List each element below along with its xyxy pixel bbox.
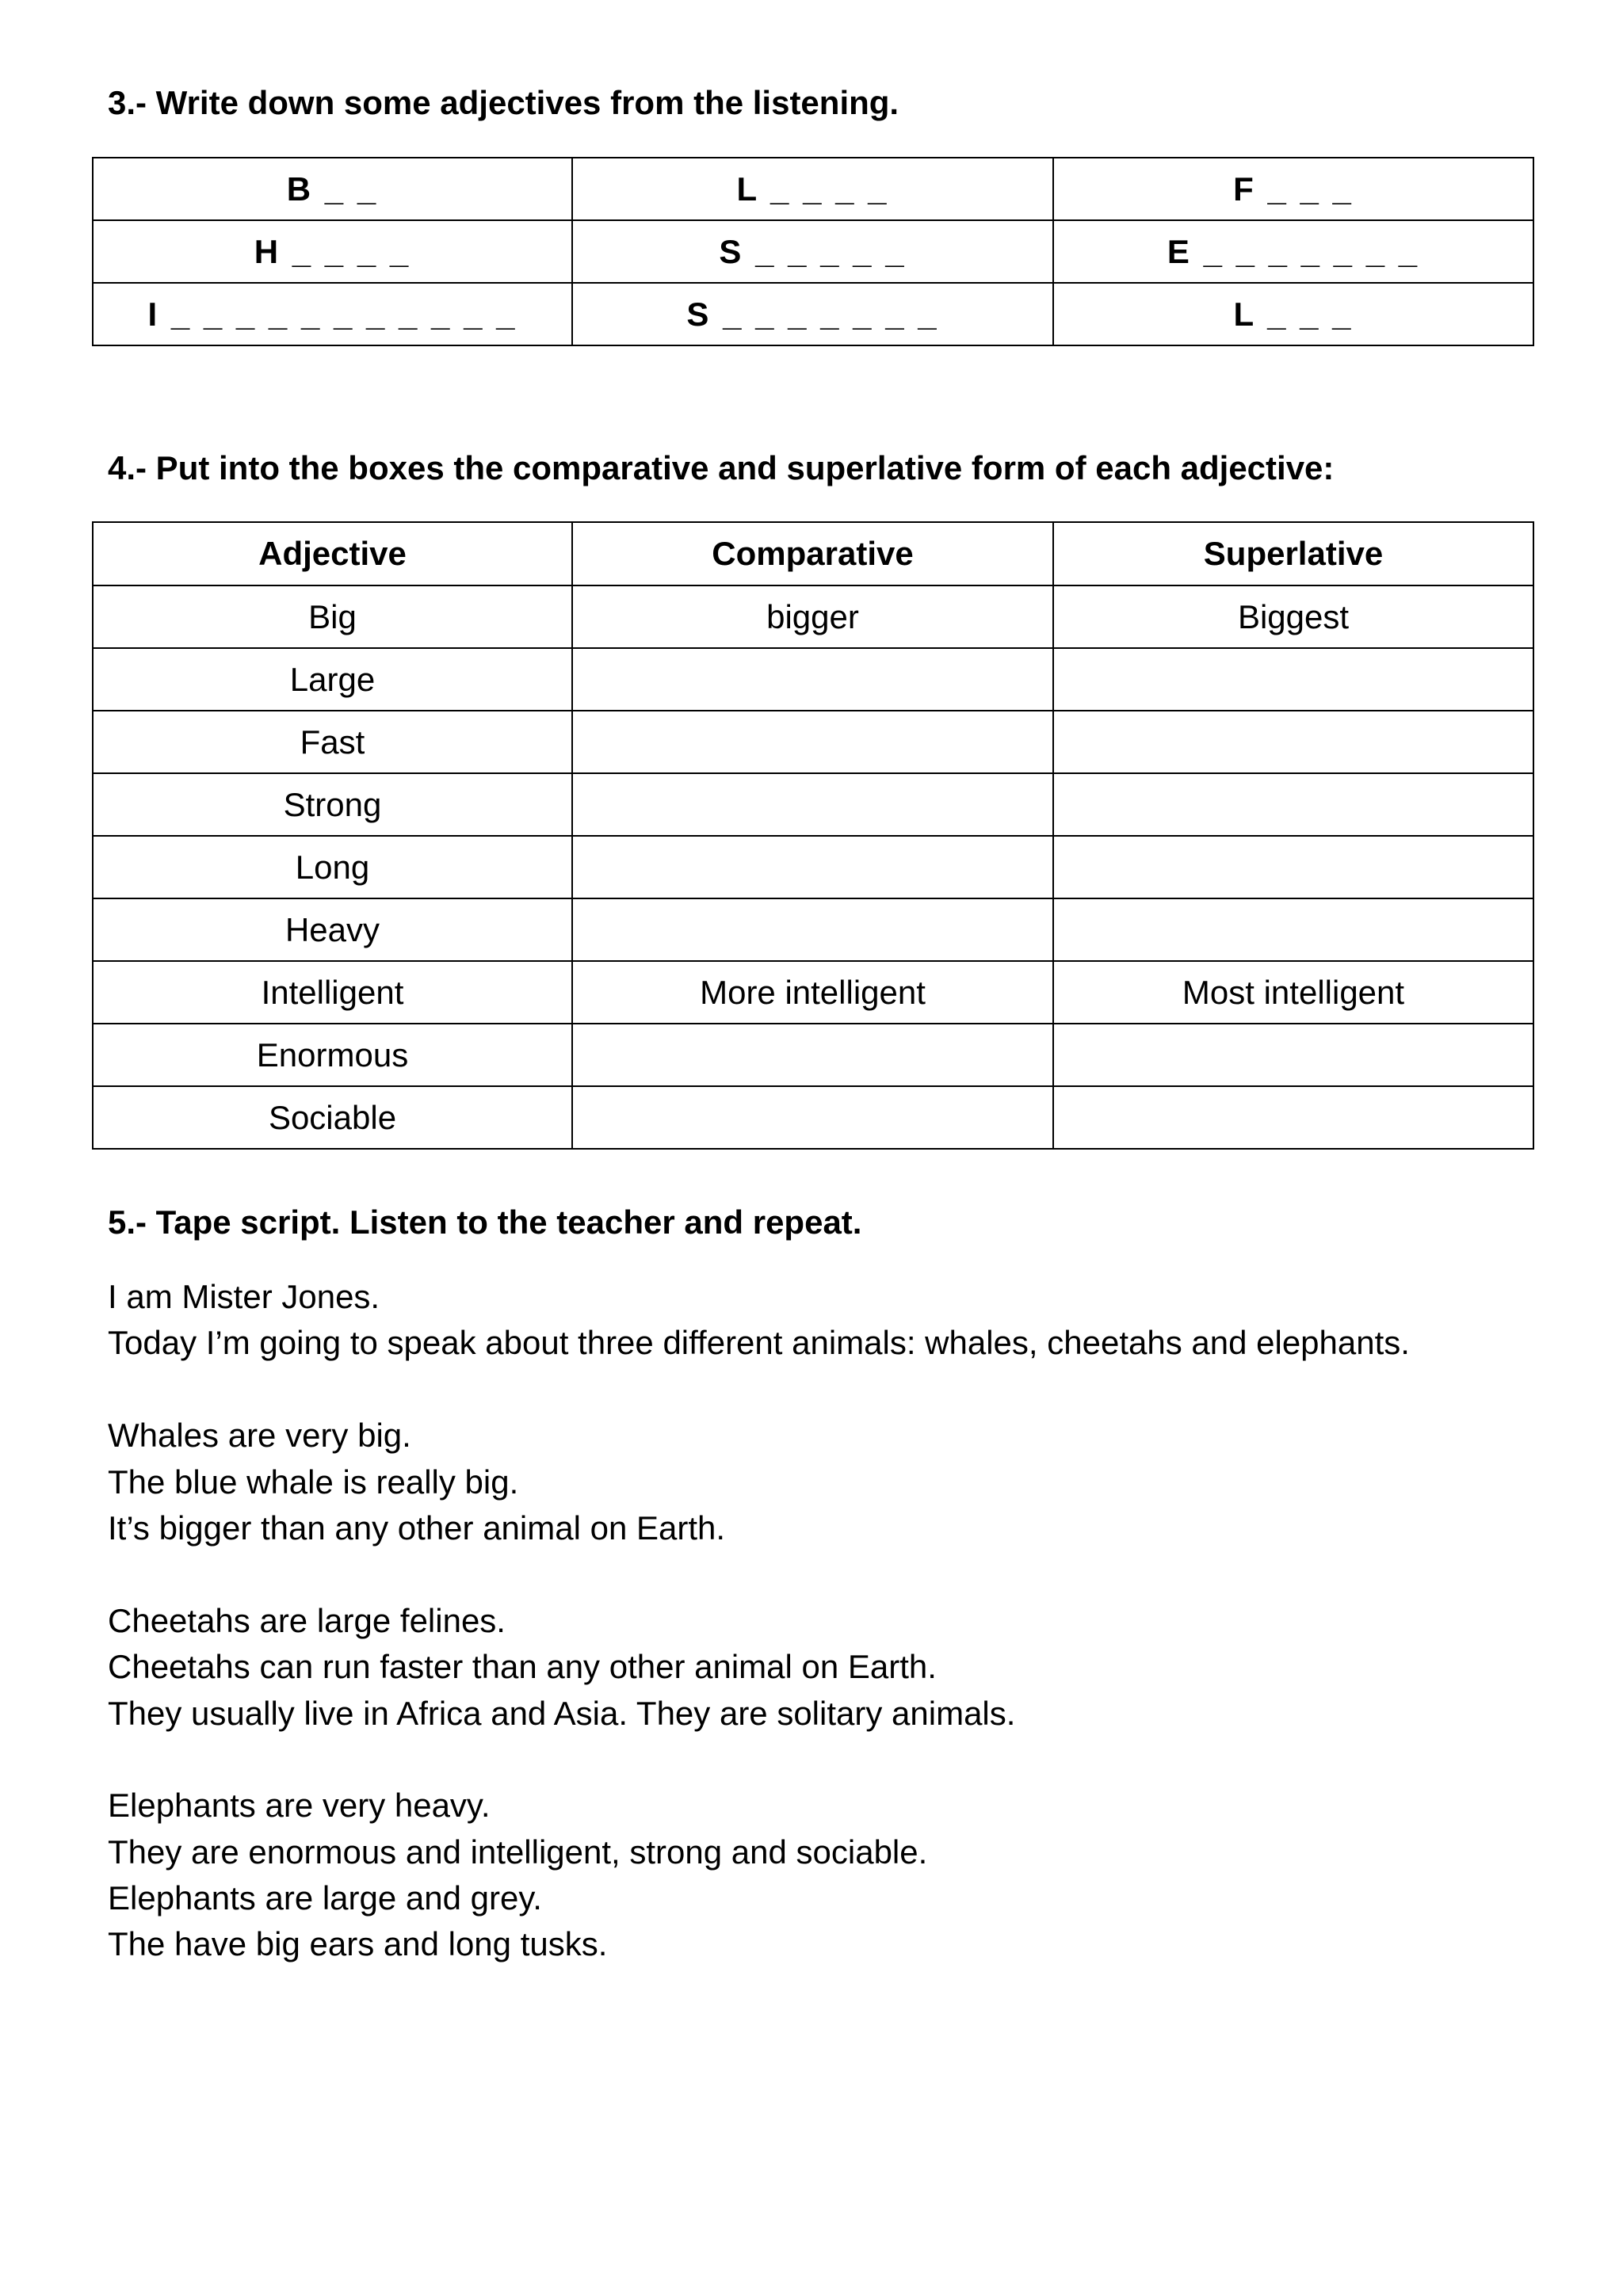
blank-word-cell: H _ _ _ _ (93, 220, 572, 283)
superlative-cell[interactable]: Most intelligent (1053, 961, 1533, 1024)
table-row (93, 711, 1533, 773)
superlative-cell[interactable]: Biggest (1053, 585, 1533, 648)
script-line: Today I’m going to speak about three different animals: whales, cheetahs and elephants. (108, 1324, 1410, 1362)
adjective-cell: Sociable (93, 1086, 572, 1149)
superlative-cell[interactable] (1053, 1024, 1533, 1086)
blank-word-cell: S _ _ _ _ _ _ _ (572, 283, 1053, 345)
script-line: Elephants are large and grey. (108, 1879, 542, 1917)
blank-word-cell: F _ _ _ (1053, 158, 1533, 220)
adjective-cell: Big (93, 585, 572, 648)
adjective-cell: Intelligent (93, 961, 572, 1024)
table-row (93, 836, 1533, 898)
adjective-cell: Enormous (93, 1024, 572, 1086)
blank-word-cell: L _ _ _ (1053, 283, 1533, 345)
section-3-title: 3.- Write down some adjectives from the listening. (108, 84, 899, 121)
column-header-adjective: Adjective (93, 522, 572, 585)
superlative-cell[interactable] (1053, 711, 1533, 773)
script-line: Elephants are very heavy. (108, 1787, 491, 1825)
script-line: They are enormous and intelligent, strong and sociable. (108, 1833, 928, 1871)
table-row (93, 1024, 1533, 1086)
blank-word-cell: S _ _ _ _ _ (572, 220, 1053, 283)
comparative-cell[interactable] (572, 711, 1053, 773)
adjective-cell: Fast (93, 711, 572, 773)
comparative-cell[interactable] (572, 773, 1053, 836)
column-header-superlative: Superlative (1053, 522, 1533, 585)
table-row (93, 898, 1533, 961)
comparative-cell[interactable] (572, 1024, 1053, 1086)
comparative-cell[interactable] (572, 836, 1053, 898)
superlative-cell[interactable] (1053, 898, 1533, 961)
comparative-superlative-table (92, 521, 1534, 1150)
paragraph-gap (108, 1737, 1534, 1783)
script-line: They usually live in Africa and Asia. They are solitary animals. (108, 1694, 1016, 1732)
blank-word-cell: E _ _ _ _ _ _ _ (1053, 220, 1533, 283)
paragraph-gap (108, 1551, 1534, 1597)
adjective-cell: Heavy (93, 898, 572, 961)
superlative-cell[interactable] (1053, 648, 1533, 711)
superlative-cell[interactable] (1053, 773, 1533, 836)
table-row (93, 773, 1533, 836)
comparative-cell[interactable] (572, 898, 1053, 961)
paragraph-gap (108, 1367, 1534, 1413)
script-line: Cheetahs are large felines. (108, 1601, 506, 1639)
blank-word-cell: L _ _ _ _ (572, 158, 1053, 220)
script-line: Whales are very big. (108, 1417, 411, 1455)
table-row (93, 283, 1533, 345)
blank-word-cell: I _ _ _ _ _ _ _ _ _ _ _ (93, 283, 572, 345)
table-row (93, 220, 1533, 283)
script-line: The blue whale is really big. (108, 1463, 519, 1501)
table-row (93, 648, 1533, 711)
adjective-cell: Strong (93, 773, 572, 836)
adjective-cell: Large (93, 648, 572, 711)
table-row (93, 961, 1533, 1024)
table-row (93, 158, 1533, 220)
superlative-cell[interactable] (1053, 836, 1533, 898)
script-line: I am Mister Jones. (108, 1278, 380, 1315)
script-line: The have big ears and long tusks. (108, 1925, 608, 1963)
adjective-cell: Long (93, 836, 572, 898)
comparative-cell[interactable] (572, 648, 1053, 711)
table-header-row (93, 522, 1533, 585)
table-row (93, 585, 1533, 648)
script-line: Cheetahs can run faster than any other animal on Earth. (108, 1648, 937, 1686)
column-header-comparative: Comparative (572, 522, 1053, 585)
adjective-blanks-table (92, 157, 1534, 346)
tape-script (108, 1274, 1534, 1968)
comparative-cell[interactable] (572, 1086, 1053, 1149)
script-line: It’s bigger than any other animal on Earth. (108, 1508, 726, 1547)
comparative-cell[interactable]: More intelligent (572, 961, 1053, 1024)
comparative-cell[interactable]: bigger (572, 585, 1053, 648)
blank-word-cell: B _ _ (93, 158, 572, 220)
table-row (93, 1086, 1533, 1149)
section-5-title: 5.- Tape script. Listen to the teacher and repeat. (108, 1203, 862, 1241)
superlative-cell[interactable] (1053, 1086, 1533, 1149)
section-4-title: 4.- Put into the boxes the comparative and superlative form of each adjective: (108, 449, 1335, 486)
